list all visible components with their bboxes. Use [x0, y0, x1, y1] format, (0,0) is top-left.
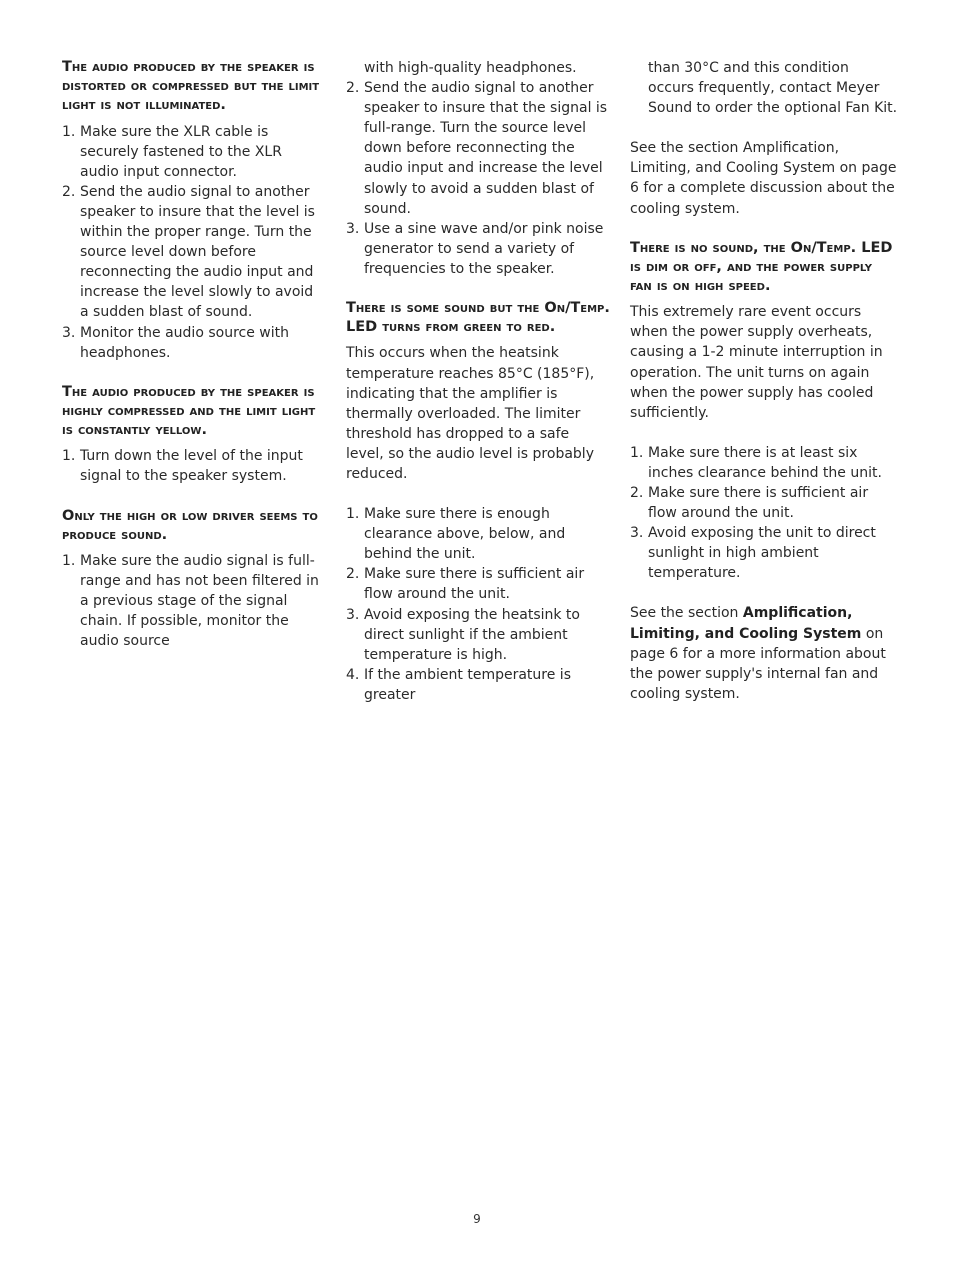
steps-list — [346, 504, 610, 705]
see-section-title: Amplification, Limiting, and Cooling System — [630, 605, 862, 642]
list-item — [62, 323, 324, 363]
section-heading: The audio produced by the speaker is highly compressed and the limit light is constantly yellow. — [62, 383, 316, 439]
list-item — [62, 122, 324, 182]
see-section-paragraph: See the section Amplification, Limiting, and Cooling System on page 6 for a complete discussion about the cooling system. — [630, 140, 897, 217]
item-number: 3. — [346, 220, 360, 237]
item-text: Make sure there is sufficient air flow around the unit. — [648, 485, 869, 522]
item-text: Make sure there is at least six inches clearance behind the unit. — [648, 444, 882, 481]
item-text: Use a sine wave and/or pink noise generator to send a variety of frequencies to the speaker. — [364, 220, 604, 277]
item-number: 1. — [346, 506, 360, 523]
column-2 — [346, 58, 610, 725]
item-number: 3. — [346, 606, 360, 623]
item-text: Make sure there is enough clearance above, below, and behind the unit. — [364, 506, 566, 563]
section-led-red — [346, 299, 610, 705]
item-number: 3. — [630, 525, 644, 542]
item-number: 2. — [346, 566, 360, 583]
list-item — [62, 182, 324, 323]
see-text: on page 6 for a more information about the power supply's internal fan and cooling system. — [630, 625, 886, 702]
steps-list — [62, 122, 324, 363]
list-item — [62, 551, 324, 651]
list-item — [346, 665, 610, 705]
section-one-driver-continued — [346, 58, 610, 279]
steps-list — [630, 443, 898, 584]
item-number: 1. — [62, 552, 76, 569]
item-number: 2. — [62, 183, 76, 200]
section-heading: There is no sound, the On/Temp. LED is dim or off, and the power supply fan is on high speed. — [630, 239, 893, 295]
steps-list — [62, 446, 324, 486]
item-number: 1. — [630, 444, 644, 461]
see-text: See the section — [630, 605, 743, 622]
column-3 — [630, 58, 898, 724]
list-item — [346, 564, 610, 604]
section-heading: There is some sound but the On/Temp. LED turns from green to red. — [346, 300, 610, 336]
list-item — [346, 78, 610, 219]
item-number: 2. — [346, 80, 360, 97]
section-compressed — [62, 383, 324, 487]
section-one-driver — [62, 507, 324, 652]
section-heading: The audio produced by the speaker is distorted or compressed but the limit light is not illuminated. — [62, 59, 320, 114]
section-distorted — [62, 58, 324, 363]
list-item — [630, 443, 898, 483]
item-text: Send the audio signal to another speaker to insure that the signal is full-range. Turn the source level down before reconnecting the audio input and increase the level slowly to avoid a sudden blast of sound. — [364, 80, 608, 217]
list-item — [630, 523, 898, 583]
section-led-red-continued — [630, 58, 898, 219]
see-section-paragraph — [630, 603, 898, 703]
steps-list — [346, 78, 610, 279]
item-number: 4. — [346, 666, 360, 683]
section-paragraph: This occurs when the heatsink temperature reaches 85°C (185°F), indicating that the amplifier is thermally overloaded. The limiter threshold has dropped to a safe level, so the audio level is probably reduced. — [346, 345, 595, 482]
list-item — [62, 446, 324, 486]
item-number: 3. — [62, 324, 76, 341]
column-1 — [62, 58, 324, 671]
continued-text: with high-quality headphones. — [364, 60, 577, 76]
item-text: Avoid exposing the unit to direct sunlight in high ambient temperature. — [648, 525, 876, 582]
item-text: Turn down the level of the input signal to the speaker system. — [80, 448, 303, 485]
item-text: If the ambient temperature is greater — [364, 666, 571, 703]
item-text: Send the audio signal to another speaker to insure that the level is within the proper range. Turn the source level down before reconnecting the audio input and increase the level slowly to avoid a sudden blast of sound. — [80, 183, 315, 321]
item-number: 2. — [630, 485, 644, 502]
list-item — [346, 504, 610, 564]
item-number: 1. — [62, 448, 76, 465]
page-number: 9 — [473, 1212, 481, 1226]
item-text: Make sure there is sufficient air flow around the unit. — [364, 566, 585, 603]
list-item — [346, 605, 610, 665]
item-number: 1. — [62, 123, 76, 140]
item-text: Make sure the XLR cable is securely fastened to the XLR audio input connector. — [80, 123, 282, 180]
item-text: Monitor the audio source with headphones. — [80, 324, 289, 361]
steps-list — [62, 551, 324, 651]
section-paragraph: This extremely rare event occurs when the power supply overheats, causing a 1-2 minute interruption in operation. The unit turns on again when the power supply has cooled sufficiently. — [630, 304, 883, 421]
list-item — [346, 219, 610, 279]
section-no-sound — [630, 239, 898, 704]
list-item — [630, 483, 898, 523]
section-heading: Only the high or low driver seems to produce sound. — [62, 507, 318, 543]
item-text: Avoid exposing the heatsink to direct sunlight if the ambient temperature is high. — [364, 606, 580, 663]
continued-text: than 30°C and this condition occurs frequently, contact Meyer Sound to order the optional Fan Kit. — [648, 60, 898, 117]
item-text: Make sure the audio signal is full-range and has not been filtered in a previous stage of the signal chain. If possible, monitor the audio source — [80, 552, 319, 650]
